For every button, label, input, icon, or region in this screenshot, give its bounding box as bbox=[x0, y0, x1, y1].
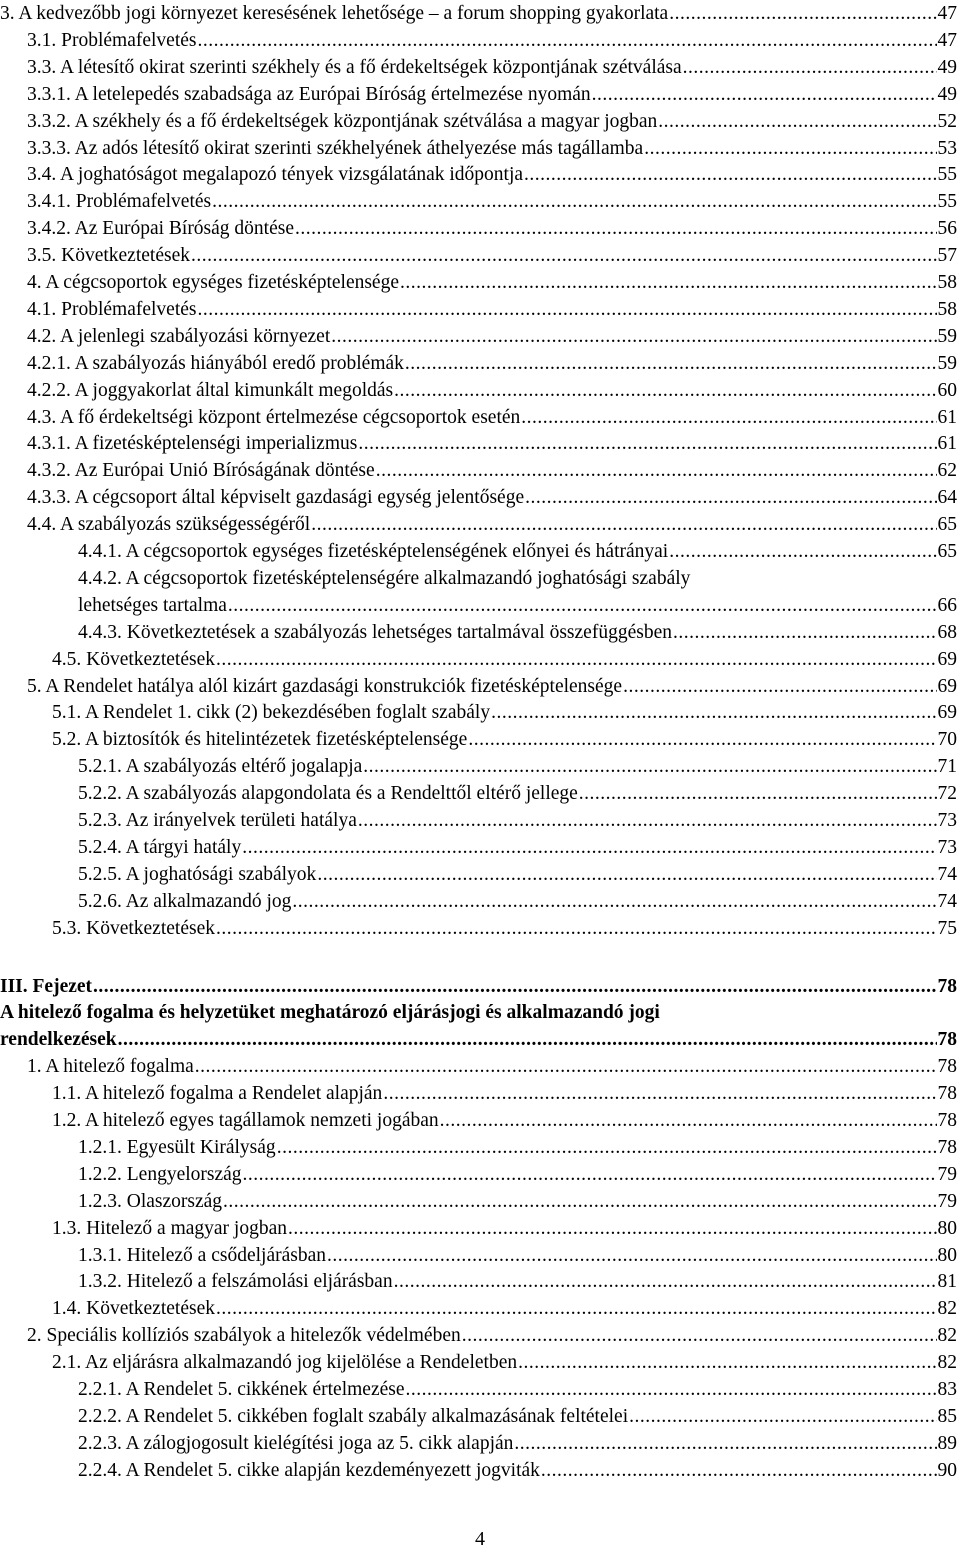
toc-page-number: 82 bbox=[937, 1298, 957, 1320]
toc-entry-title: rendelkezések bbox=[0, 1029, 117, 1051]
toc-entry-title: 5.2.2. A szabályozás alapgondolata és a Rendelttől eltérő jellege bbox=[78, 783, 578, 805]
dot-leader bbox=[288, 1215, 937, 1242]
dot-leader bbox=[358, 807, 937, 834]
toc-entry-title: 3. A kedvezőbb jogi környezet keresésének lehetősége – a forum shopping gyakorlata bbox=[0, 3, 669, 24]
toc-entry-title: 4.3. A fő érdekeltségi központ értelmezése cégcsoportok esetén bbox=[27, 406, 521, 428]
dot-leader bbox=[405, 350, 937, 377]
toc-page-number: 79 bbox=[937, 1190, 957, 1212]
toc-entry[interactable] bbox=[0, 807, 957, 834]
toc-page-number: 69 bbox=[937, 648, 957, 670]
toc-page-number: 69 bbox=[937, 675, 957, 697]
dot-leader bbox=[295, 215, 937, 242]
dot-leader bbox=[383, 1080, 936, 1107]
toc-page-number: 75 bbox=[937, 917, 957, 939]
toc-entry[interactable] bbox=[0, 1295, 957, 1322]
toc-entry-title: 4.4. A szabályozás szükségességéről bbox=[27, 514, 311, 536]
toc-entry-title: 3.3.1. A letelepedés szabadsága az Európai Bíróság értelmezése nyomán bbox=[27, 83, 591, 105]
toc-entry-title: 5.1. A Rendelet 1. cikk (2) bekezdésében foglalt szabály bbox=[52, 702, 491, 724]
dot-leader bbox=[394, 377, 936, 404]
toc-entry[interactable] bbox=[0, 1242, 957, 1269]
toc-page-number: 49 bbox=[937, 56, 957, 78]
dot-leader bbox=[93, 973, 936, 1000]
toc-entry-title: 1.3. Hitelező a magyar jogban bbox=[52, 1217, 287, 1239]
toc-page-number: 78 bbox=[937, 1056, 957, 1078]
toc-entry[interactable] bbox=[0, 1457, 957, 1484]
toc-entry[interactable] bbox=[0, 404, 957, 431]
toc-page-number: 56 bbox=[937, 218, 957, 240]
dot-leader bbox=[317, 861, 936, 888]
toc-page-number: 59 bbox=[937, 352, 957, 374]
toc-entry[interactable] bbox=[0, 108, 957, 135]
toc-entry-title: 4.2.1. A szabályozás hiányából eredő problémák bbox=[27, 352, 404, 374]
toc-entry-title: 5.3. Következtetések bbox=[52, 917, 215, 939]
toc-page-number: 62 bbox=[937, 460, 957, 482]
dot-leader bbox=[327, 1242, 937, 1269]
toc-entry-title: 2.2.2. A Rendelet 5. cikkében foglalt szabály alkalmazásának feltételei bbox=[78, 1405, 629, 1427]
toc-entry-title: 3.1. Problémafelvetés bbox=[27, 29, 197, 51]
toc-page-number: 65 bbox=[937, 541, 957, 562]
toc-entry-title: 3.3.2. A székhely és a fő érdekeltségek központjának szétválása a magyar jogban bbox=[27, 110, 658, 132]
toc-entry-title: III. Fejezet bbox=[0, 975, 93, 997]
toc-entry[interactable] bbox=[0, 753, 957, 780]
toc-entry[interactable] bbox=[0, 511, 957, 538]
toc-entry-title: 3.3. A létesítő okirat szerinti székhely és a fő érdekeltségek központjának szétválása bbox=[27, 56, 682, 78]
toc-page-number: 78 bbox=[937, 1110, 957, 1131]
toc-entry[interactable] bbox=[0, 1080, 957, 1107]
dot-leader bbox=[216, 646, 937, 673]
toc-entry[interactable] bbox=[0, 565, 957, 619]
toc-entry[interactable] bbox=[0, 1322, 957, 1349]
toc-page-number: 78 bbox=[937, 1029, 957, 1051]
toc-entry[interactable] bbox=[0, 973, 957, 1000]
toc-entry[interactable] bbox=[0, 1349, 957, 1376]
toc-entry-title: 2.1. Az eljárásra alkalmazandó jog kijelölése a Rendeletben bbox=[52, 1352, 518, 1374]
toc-entry[interactable] bbox=[0, 1268, 957, 1295]
dot-leader bbox=[440, 1107, 937, 1134]
toc-page-number: 78 bbox=[937, 975, 957, 997]
toc-page-number: 89 bbox=[937, 1432, 957, 1454]
dot-leader bbox=[277, 1134, 937, 1161]
toc-page-number: 59 bbox=[937, 325, 957, 347]
toc-entry[interactable] bbox=[0, 861, 957, 888]
toc-entry[interactable] bbox=[0, 215, 957, 242]
toc-page-number: 55 bbox=[937, 164, 957, 186]
toc-entry[interactable] bbox=[0, 1188, 957, 1215]
toc-entry[interactable] bbox=[0, 1430, 957, 1457]
dot-leader bbox=[242, 834, 936, 861]
toc-page-number: 57 bbox=[937, 245, 957, 267]
toc-entry-title: lehetséges tartalma bbox=[78, 594, 227, 616]
toc-entry[interactable] bbox=[0, 161, 957, 188]
toc-entry-title: 1. A hitelező fogalma bbox=[27, 1056, 194, 1078]
toc-entry[interactable] bbox=[0, 377, 957, 404]
toc-page-number: 74 bbox=[937, 863, 957, 885]
toc-entry-title: 1.3.2. Hitelező a felszámolási eljárásban bbox=[78, 1271, 393, 1293]
toc-page-number: 66 bbox=[937, 594, 957, 616]
toc-entry-title: 4. A cégcsoportok egységes fizetésképtelensége bbox=[27, 272, 399, 293]
dot-leader bbox=[358, 430, 936, 457]
dot-leader bbox=[644, 135, 936, 162]
toc-entry[interactable] bbox=[0, 188, 957, 215]
toc-entry-title: 5.2.3. Az irányelvek területi hatálya bbox=[78, 810, 357, 831]
dot-leader bbox=[579, 780, 937, 807]
toc-entry[interactable] bbox=[0, 834, 957, 861]
toc-entry[interactable] bbox=[0, 999, 957, 1053]
toc-entry-title: 5.2.4. A tárgyi hatály bbox=[78, 836, 242, 858]
toc-entry[interactable] bbox=[0, 915, 957, 942]
toc-entry-title: 1.2.1. Egyesült Királyság bbox=[78, 1136, 276, 1158]
toc-page-number: 78 bbox=[937, 1136, 957, 1158]
toc-entry-title: 2.2.3. A zálogjogosult kielégítési joga az 5. cikk alapján bbox=[78, 1432, 514, 1454]
toc-page-number: 78 bbox=[937, 1083, 957, 1105]
toc-entry-title: A hitelező fogalma és helyzetüket meghatározó eljárásjogi és alkalmazandó jogi bbox=[0, 1002, 660, 1024]
dot-leader bbox=[658, 108, 936, 135]
dot-leader bbox=[118, 1026, 937, 1053]
toc-entry-title: 1.2.2. Lengyelország bbox=[78, 1163, 242, 1185]
dot-leader bbox=[468, 726, 936, 753]
toc-page-number: 74 bbox=[937, 890, 957, 912]
toc-entry[interactable] bbox=[0, 673, 957, 700]
toc-entry-title: 4.5. Következtetések bbox=[52, 648, 215, 670]
toc-page-number: 64 bbox=[937, 487, 957, 509]
toc-page-number: 68 bbox=[937, 621, 957, 643]
dot-leader bbox=[376, 457, 937, 484]
toc-page-number: 72 bbox=[937, 783, 957, 805]
toc-page-number: 80 bbox=[937, 1244, 957, 1266]
dot-leader bbox=[541, 1457, 937, 1484]
toc-page-number: 73 bbox=[937, 810, 957, 831]
toc-entry-title: 2.2.4. A Rendelet 5. cikke alapján kezdeményezett jogviták bbox=[78, 1459, 540, 1481]
toc-entry-title: 2. Speciális kollíziós szabályok a hitelezők védelmében bbox=[27, 1325, 461, 1347]
toc-page-number: 49 bbox=[937, 83, 957, 105]
toc-entry-title: 5.2.1. A szabályozás eltérő jogalapja bbox=[78, 756, 363, 778]
toc-entry[interactable] bbox=[0, 269, 957, 296]
toc-entry-title: 1.2. A hitelező egyes tagállamok nemzeti jogában bbox=[52, 1110, 439, 1131]
toc-entry-title: 4.1. Problémafelvetés bbox=[27, 298, 197, 320]
toc-entry-title: 5.2. A biztosítók és hitelintézetek fizetésképtelensége bbox=[52, 729, 468, 751]
toc-entry-title: 4.4.2. A cégcsoportok fizetésképtelenségére alkalmazandó joghatósági szabály bbox=[78, 567, 691, 589]
toc-page-number: 70 bbox=[937, 729, 957, 751]
dot-leader bbox=[525, 484, 936, 511]
toc-entry[interactable] bbox=[0, 430, 957, 457]
dot-leader bbox=[524, 161, 936, 188]
toc-entry[interactable] bbox=[0, 350, 957, 377]
toc-entry[interactable] bbox=[0, 457, 957, 484]
dot-leader bbox=[406, 1376, 937, 1403]
dot-leader bbox=[518, 1349, 936, 1376]
toc-entry-title: 1.4. Következtetések bbox=[52, 1298, 215, 1320]
dot-leader bbox=[514, 1430, 936, 1457]
dot-leader bbox=[400, 269, 937, 296]
toc-page-number: 61 bbox=[937, 433, 957, 455]
toc-entry-title: 3.3.3. Az adós létesítő okirat szerinti székhelyének áthelyezése más tagállamba bbox=[27, 137, 644, 159]
toc-page-number: 71 bbox=[937, 756, 957, 778]
toc-entry[interactable] bbox=[0, 888, 957, 915]
toc-entry-title: 4.3.3. A cégcsoport által képviselt gazdasági egység jelentősége bbox=[27, 487, 525, 509]
toc-page-number: 80 bbox=[937, 1217, 957, 1239]
toc-entry-title: 4.3.2. Az Európai Unió Bíróságának döntése bbox=[27, 460, 375, 482]
toc-entry[interactable] bbox=[0, 780, 957, 807]
toc-entry-title: 3.4.1. Problémafelvetés bbox=[27, 191, 212, 213]
toc-entry[interactable] bbox=[0, 296, 957, 323]
dot-leader bbox=[212, 188, 936, 215]
toc-entry[interactable] bbox=[0, 1053, 957, 1080]
toc-entry-title: 1.1. A hitelező fogalma a Rendelet alapján bbox=[52, 1083, 383, 1105]
dot-leader bbox=[363, 753, 936, 780]
toc-entry-title: 4.4.3. Következtetések a szabályozás lehetséges tartalmával összefüggésben bbox=[78, 621, 672, 643]
toc-page-number: 85 bbox=[937, 1405, 957, 1427]
toc-page-number: 82 bbox=[937, 1325, 957, 1347]
dot-leader bbox=[462, 1322, 937, 1349]
dot-leader bbox=[592, 81, 937, 108]
dot-leader bbox=[669, 538, 936, 565]
dot-leader bbox=[673, 619, 937, 646]
toc-entry[interactable] bbox=[0, 1161, 957, 1188]
toc-page-number: 61 bbox=[937, 406, 957, 428]
toc-entry[interactable] bbox=[0, 81, 957, 108]
dot-leader bbox=[198, 27, 937, 54]
dot-leader bbox=[292, 888, 936, 915]
toc-page-number: 47 bbox=[937, 3, 957, 24]
toc-entry[interactable] bbox=[0, 1403, 957, 1430]
toc-entry[interactable] bbox=[0, 323, 957, 350]
toc-entry[interactable] bbox=[0, 1376, 957, 1403]
toc-entry[interactable] bbox=[0, 619, 957, 646]
toc-entry-title: 5. A Rendelet hatálya alól kizárt gazdasági konstrukciók fizetésképtelensége bbox=[27, 675, 623, 697]
toc-page-number: 83 bbox=[937, 1379, 957, 1400]
toc-entry-title: 2.2.1. A Rendelet 5. cikkének értelmezése bbox=[78, 1379, 405, 1400]
toc-entry[interactable] bbox=[0, 1107, 957, 1134]
toc-entry-title: 3.4.2. Az Európai Bíróság döntése bbox=[27, 218, 294, 240]
toc-page-number: 47 bbox=[937, 29, 957, 51]
toc-entry-title: 4.4.1. A cégcsoportok egységes fizetésképtelenségének előnyei és hátrányai bbox=[78, 541, 669, 562]
dot-leader bbox=[223, 1188, 936, 1215]
dot-leader bbox=[394, 1268, 937, 1295]
dot-leader bbox=[683, 54, 937, 81]
toc-page-number: 55 bbox=[937, 191, 957, 213]
dot-leader bbox=[311, 511, 936, 538]
dot-leader bbox=[216, 1295, 937, 1322]
toc-entry[interactable] bbox=[0, 646, 957, 673]
toc-page-number: 53 bbox=[937, 137, 957, 159]
toc-page-number: 52 bbox=[937, 110, 957, 132]
toc-page-number: 81 bbox=[937, 1271, 957, 1293]
dot-leader bbox=[216, 915, 937, 942]
dot-leader bbox=[243, 1161, 937, 1188]
toc-entry[interactable] bbox=[0, 27, 957, 54]
toc-entry[interactable] bbox=[0, 135, 957, 162]
toc-page-number: 60 bbox=[937, 379, 957, 401]
toc-entry-title: 5.2.6. Az alkalmazandó jog bbox=[78, 890, 292, 912]
dot-leader bbox=[228, 592, 937, 619]
toc-entry-title: 4.2.2. A joggyakorlat által kimunkált megoldás bbox=[27, 379, 394, 401]
toc-entry-title: 3.4. A joghatóságot megalapozó tények vizsgálatának időpontja bbox=[27, 164, 524, 186]
toc-entry[interactable] bbox=[0, 1215, 957, 1242]
dot-leader bbox=[669, 0, 936, 27]
toc-entry[interactable] bbox=[0, 0, 957, 27]
toc-page-number: 73 bbox=[937, 836, 957, 858]
toc-entry-title: 4.2. A jelenlegi szabályozási környezet bbox=[27, 325, 331, 347]
toc-entry-title: 1.2.3. Olaszország bbox=[78, 1190, 223, 1212]
toc-page-number: 58 bbox=[937, 272, 957, 293]
dot-leader bbox=[623, 673, 936, 700]
toc-page-number: 65 bbox=[937, 514, 957, 536]
toc-entry[interactable] bbox=[0, 699, 957, 726]
toc-entry[interactable] bbox=[0, 484, 957, 511]
toc-page-number: 69 bbox=[937, 702, 957, 724]
toc-entry[interactable] bbox=[0, 726, 957, 753]
toc-page-number: 58 bbox=[937, 298, 957, 320]
dot-leader bbox=[521, 404, 936, 431]
toc-entry[interactable] bbox=[0, 1134, 957, 1161]
dot-leader bbox=[198, 296, 937, 323]
toc-entry[interactable] bbox=[0, 242, 957, 269]
toc-entry-title: 4.3.1. A fizetésképtelenségi imperializmus bbox=[27, 433, 358, 455]
toc-entry-title: 5.2.5. A joghatósági szabályok bbox=[78, 863, 317, 885]
dot-leader bbox=[331, 323, 936, 350]
toc-entry-title: 3.5. Következtetések bbox=[27, 245, 190, 267]
toc-entry[interactable] bbox=[0, 538, 957, 565]
dot-leader bbox=[191, 242, 937, 269]
toc-page-number: 82 bbox=[937, 1352, 957, 1374]
toc-entry-title: 1.3.1. Hitelező a csődeljárásban bbox=[78, 1244, 326, 1266]
page-number: 4 bbox=[475, 1528, 485, 1550]
toc-page-number: 90 bbox=[937, 1459, 957, 1481]
dot-leader bbox=[629, 1403, 936, 1430]
dot-leader bbox=[491, 699, 936, 726]
dot-leader bbox=[195, 1053, 937, 1080]
toc-entry[interactable] bbox=[0, 54, 957, 81]
toc-page-number: 79 bbox=[937, 1163, 957, 1185]
